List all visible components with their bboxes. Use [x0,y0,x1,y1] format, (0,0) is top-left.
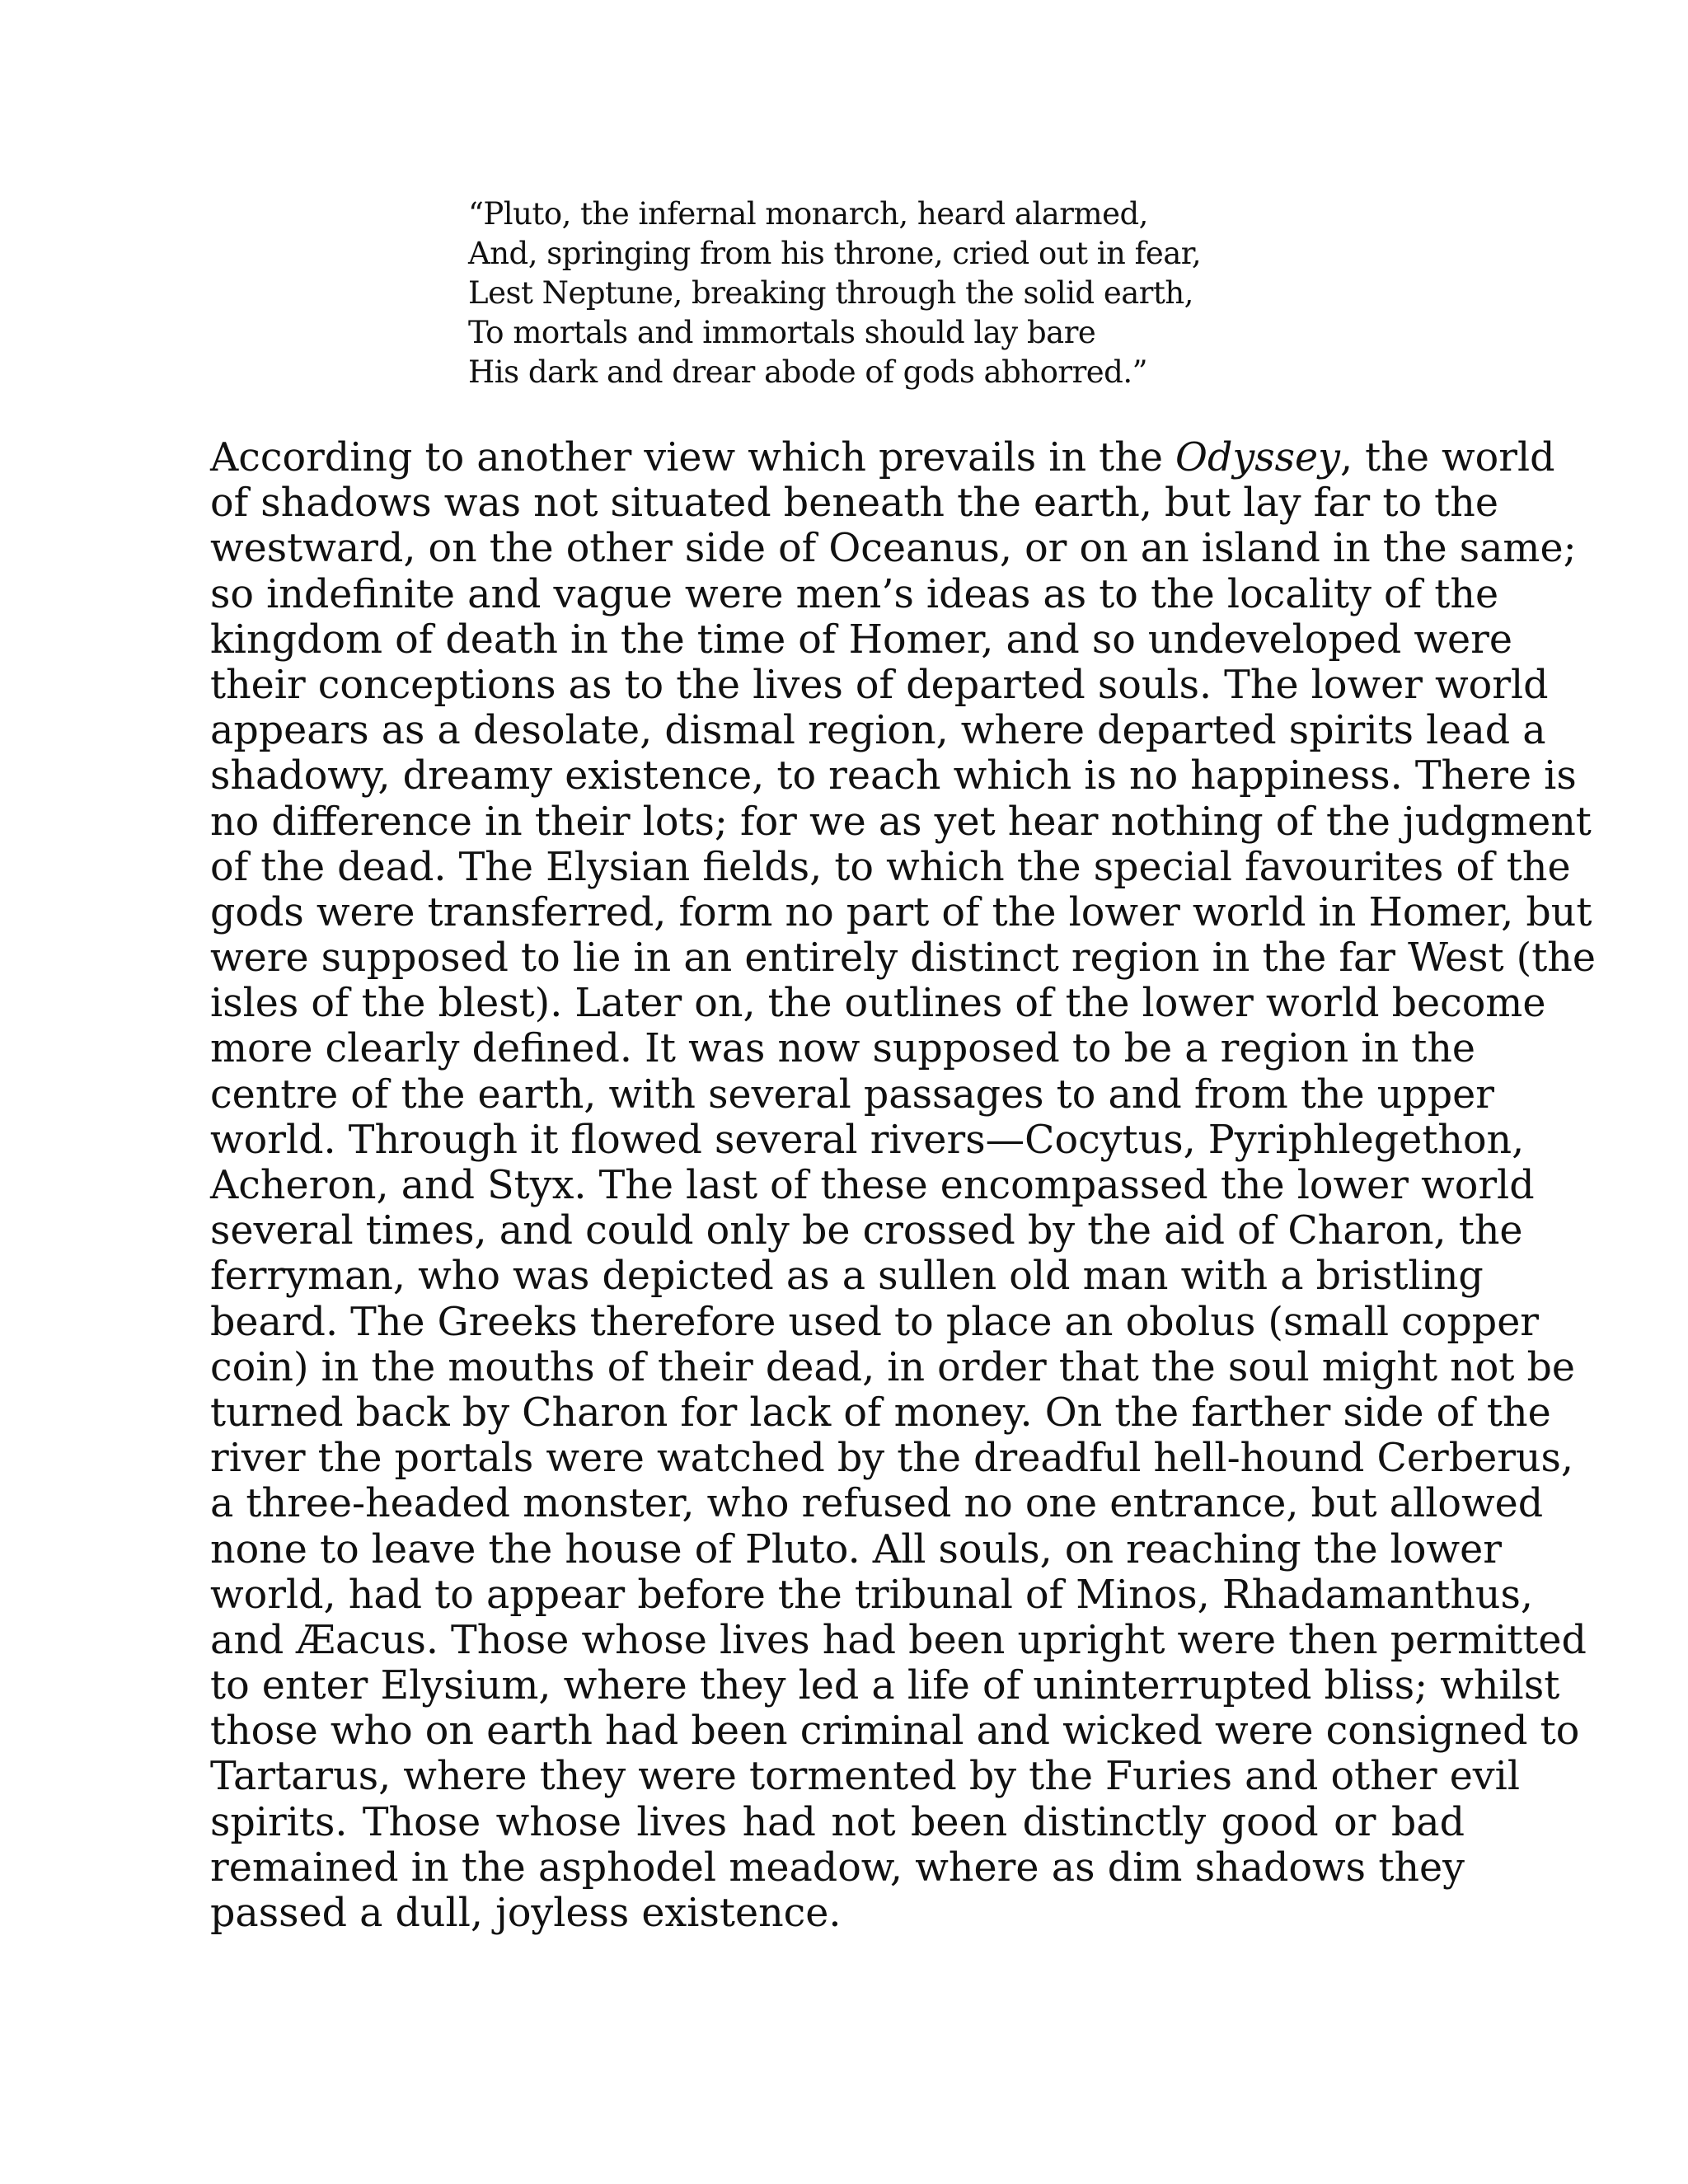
poem-line: Lest Neptune, breaking through the solid earth, [468,275,1193,311]
paragraph-line: isles of the blest). Later on, the outlines of the lower world become [210,981,1546,1027]
paragraph-line: their conceptions as to the lives of departed souls. The lower world [210,662,1549,708]
paragraph-line: kingdom of death in the time of Homer, and so undeveloped were [210,616,1512,663]
paragraph-line: river the portals were watched by the dreadful hell-hound Cerberus, [210,1436,1573,1482]
paragraph-line: turned back by Charon for lack of money. On the farther side of the [210,1390,1551,1436]
paragraph-line: appears as a desolate, dismal region, where departed spirits lead a [210,708,1546,754]
paragraph-line: those who on earth had been criminal and wicked were consigned to [210,1708,1580,1755]
paragraph-line: spirits. Those whose lives had not been distinctly good or bad [210,1799,1465,1845]
paragraph-line: were supposed to lie in an entirely distinct region in the far West (the [210,935,1597,982]
poem-line: To mortals and immortals should lay bare [468,315,1096,350]
paragraph-line: Acheron, and Styx. The last of these encompassed the lower world [210,1163,1535,1208]
paragraph-line: none to leave the house of Pluto. All souls, on reaching the lower [210,1526,1502,1572]
paragraph-line: beard. The Greeks therefore used to place an obolus (small copper [210,1299,1540,1345]
paragraph-text: , the world [1339,435,1555,480]
poem-line: “Pluto, the infernal monarch, heard alarmed, [468,196,1148,232]
paragraph-line: coin) in the mouths of their dead, in order that the soul might not be [210,1344,1576,1390]
book-title-italic: Odyssey [1175,435,1340,480]
paragraph-line: of shadows was not situated beneath the earth, but lay far to the [210,480,1498,527]
paragraph-line: no difference in their lots; for we as yet hear nothing of the judgment [210,799,1592,845]
paragraph-line: remained in the asphodel meadow, where as dim shadows they [210,1844,1465,1891]
paragraph-line: passed a dull, joyless existence. [210,1891,842,1936]
paragraph-line [210,435,1555,480]
paragraph-line: westward, on the other side of Oceanus, or on an island in the same; [210,526,1577,572]
paragraph-text: According to another view which prevails in the [210,435,1176,480]
paragraph-line: world. Through it flowed several rivers—Cocytus, Pyriphlegethon, [210,1117,1525,1163]
paragraph-line: gods were transferred, form no part of the lower world in Homer, but [210,889,1592,935]
paragraph-line: world, had to appear before the tribunal of Minos, Rhadamanthus, [210,1572,1533,1618]
paragraph-line: so indefinite and vague were men’s ideas as to the locality of the [210,571,1499,617]
paragraph-line: a three-headed monster, who refused no one entrance, but allowed [210,1481,1544,1527]
paragraph-line: and Æacus. Those whose lives had been upright were then permitted [210,1617,1587,1663]
paragraph-line: ferryman, who was depicted as a sullen old man with a bristling [210,1254,1484,1300]
paragraph-line: of the dead. The Elysian fields, to which the special favourites of the [210,844,1571,890]
paragraph-line: shadowy, dreamy existence, to reach which is no happiness. There is [210,753,1577,799]
poem-quotation [468,194,1292,392]
paragraph-line: more clearly defined. It was now supposed to be a region in the [210,1026,1476,1072]
poem-line: And, springing from his throne, cried out in fear, [468,236,1202,271]
paragraph-line: Tartarus, where they were tormented by the Furies and other evil [210,1754,1521,1800]
paragraph-line: several times, and could only be crossed by the aid of Charon, the [210,1208,1523,1254]
paragraph-line: to enter Elysium, where they led a life of uninterrupted bliss; whilst [210,1663,1560,1709]
poem-line: His dark and drear abode of gods abhorred.” [468,354,1148,390]
paragraph-line: centre of the earth, with several passages to and from the upper [210,1071,1494,1118]
body-paragraph [210,435,1597,1936]
